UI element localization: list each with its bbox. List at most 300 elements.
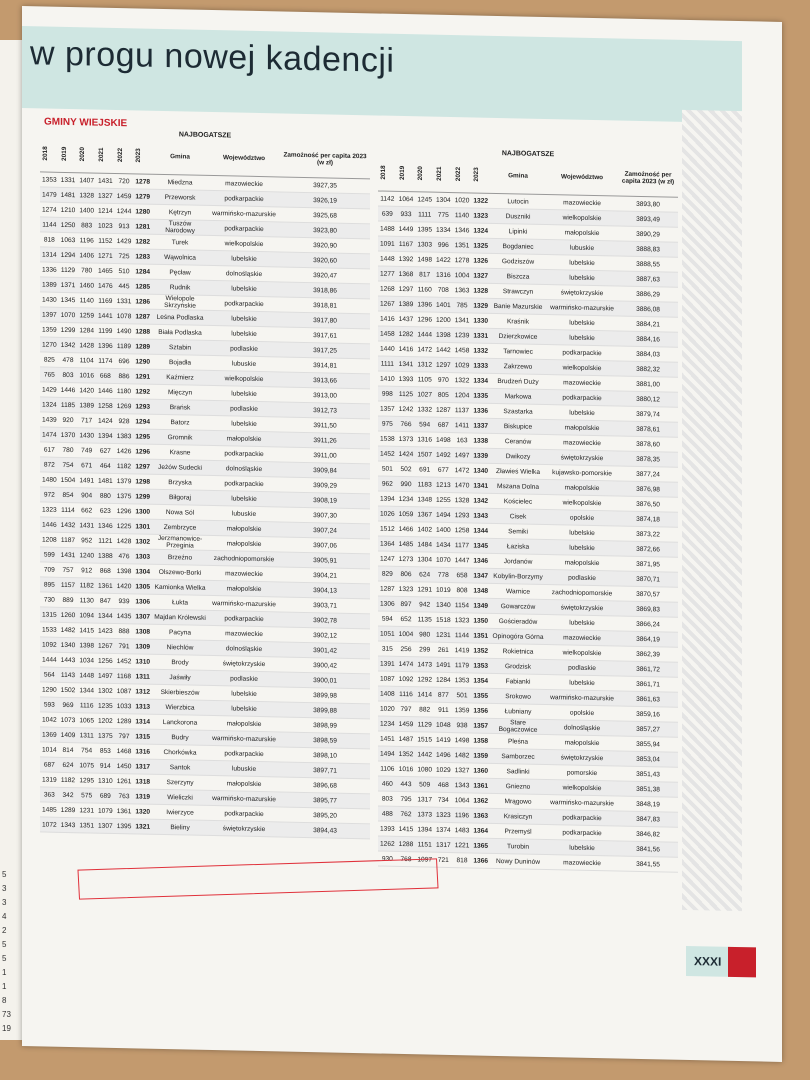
table-cell: 1439	[40, 412, 59, 427]
table-cell: 897	[397, 596, 416, 611]
table-cell: 1284	[77, 323, 96, 338]
table-cell: 1301	[133, 519, 152, 534]
right-wealth-table	[378, 147, 678, 872]
table-cell: 1420	[77, 383, 96, 398]
table-cell: Stare Bogaczowice	[490, 718, 546, 734]
table-cell: 1231	[434, 627, 453, 642]
table-cell: 3841,56	[618, 841, 678, 857]
table-cell: podlaskie	[546, 660, 618, 677]
table-cell: 1316	[133, 744, 152, 759]
table-cell: 1185	[59, 397, 78, 412]
table-cell: 1239	[453, 328, 472, 343]
table-cell: 1070	[59, 307, 78, 322]
table-cell: 763	[115, 788, 134, 803]
table-cell: warmińsko-mazurskie	[546, 690, 618, 707]
table-cell: 1023	[96, 218, 115, 233]
table-cell: Kamionka Wielka	[152, 579, 208, 595]
table-cell: 1177	[453, 538, 472, 553]
prev-page-number: 1	[2, 968, 7, 977]
table-cell: 3902,78	[280, 612, 370, 629]
table-cell: 658	[453, 568, 472, 583]
table-cell: 1262	[378, 836, 397, 851]
table-cell: Sztabin	[152, 339, 208, 355]
table-cell: 1310	[96, 773, 115, 788]
table-cell: 1428	[77, 338, 96, 353]
table-cell: 1322	[453, 373, 472, 388]
table-cell: 1472	[415, 342, 434, 357]
table-cell: Wieliczki	[152, 789, 208, 805]
table-cell: 3861,63	[618, 691, 678, 707]
table-cell: 1267	[378, 296, 397, 311]
table-cell: 1287	[434, 402, 453, 417]
table-cell: 1334	[471, 373, 490, 388]
table-cell: 1363	[453, 283, 472, 298]
table-cell: 1394	[415, 822, 434, 837]
table-cell: 1180	[115, 383, 134, 398]
table-cell: lubelskie	[546, 270, 618, 287]
table-cell: 3880,12	[618, 391, 678, 407]
table-cell: 1016	[397, 761, 416, 776]
table-cell: Kętrzyn	[152, 204, 208, 220]
column-header: Województwo	[208, 139, 280, 177]
table-cell: 1106	[378, 761, 397, 776]
table-cell: 3913,66	[280, 372, 370, 389]
table-cell: 1336	[40, 262, 59, 277]
table-cell: 1415	[397, 821, 416, 836]
table-cell: 1325	[471, 238, 490, 253]
table-cell: 1465	[96, 263, 115, 278]
table-cell: 3870,71	[618, 571, 678, 587]
table-cell: 1311	[133, 669, 152, 684]
table-cell: 1140	[77, 293, 96, 308]
table-cell: 3861,72	[618, 661, 678, 677]
table-cell: Godziszów	[490, 253, 546, 269]
table-cell: świętokrzyskie	[208, 655, 280, 672]
table-cell: Zławieś Wielka	[490, 463, 546, 479]
table-cell: 854	[59, 487, 78, 502]
table-cell: 3871,95	[618, 556, 678, 572]
column-header: 2019	[59, 136, 78, 173]
table-cell: 996	[434, 237, 453, 252]
table-cell: 814	[59, 742, 78, 757]
table-cell: 1452	[378, 446, 397, 461]
table-cell: 1353	[471, 658, 490, 673]
table-cell: 1341	[471, 478, 490, 493]
table-cell: podkarpackie	[208, 220, 280, 237]
table-cell: 1323	[40, 502, 59, 517]
table-cell: 1318	[133, 774, 152, 789]
table-cell: 720	[115, 173, 134, 188]
table-cell: 1174	[96, 353, 115, 368]
table-cell: 1407	[77, 173, 96, 188]
table-cell: 3841,55	[618, 856, 678, 872]
table-cell: 775	[434, 207, 453, 222]
table-cell: 895	[40, 577, 59, 592]
table-cell: małopolskie	[546, 735, 618, 752]
table-cell: Lanckorona	[152, 714, 208, 730]
table-cell: 3878,35	[618, 451, 678, 467]
table-cell: 3917,25	[280, 342, 370, 359]
table-cell: 1366	[471, 853, 490, 868]
table-cell: 1459	[115, 188, 134, 203]
table-cell: Brudzeń Duży	[490, 373, 546, 389]
table-cell: 1340	[471, 463, 490, 478]
table-cell: 1303	[133, 549, 152, 564]
table-cell: 1033	[115, 698, 134, 713]
table-cell: 1234	[397, 491, 416, 506]
table-cell: 1340	[434, 597, 453, 612]
table-cell: 1359	[471, 748, 490, 763]
table-cell: Zembrzyce	[152, 519, 208, 535]
table-cell: 261	[434, 642, 453, 657]
table-caption: NAJBOGATSZE	[501, 150, 555, 159]
table-cell: 1279	[133, 189, 152, 204]
table-cell: 803	[59, 367, 78, 382]
table-cell: 3876,98	[618, 481, 678, 497]
table-cell: 1375	[96, 728, 115, 743]
table-cell: dolnośląskie	[208, 640, 280, 657]
table-cell: 1344	[471, 523, 490, 538]
table-cell: 1368	[397, 266, 416, 281]
table-cell: 1401	[434, 297, 453, 312]
table-cell: 1151	[415, 837, 434, 852]
table-cell: 1458	[453, 343, 472, 358]
table-cell: 3901,42	[280, 642, 370, 659]
table-cell: 1020	[453, 193, 472, 208]
table-cell: podkarpackie	[208, 445, 280, 462]
table-cell: 1273	[397, 551, 416, 566]
table-cell: 1323	[453, 613, 472, 628]
table-cell: 1312	[133, 684, 152, 699]
table-cell: dolnośląskie	[546, 720, 618, 737]
table-cell: 1320	[133, 804, 152, 819]
table-cell: 1474	[40, 427, 59, 442]
table-cell: 1361	[471, 778, 490, 793]
table-cell: 1313	[133, 699, 152, 714]
table-cell: 1481	[96, 473, 115, 488]
table-cell: 1004	[453, 268, 472, 283]
table-cell: 1429	[40, 382, 59, 397]
table-cell: świętokrzyskie	[546, 750, 618, 767]
table-cell: 3912,73	[280, 402, 370, 419]
table-cell: 1351	[453, 238, 472, 253]
table-cell: małopolskie	[546, 225, 618, 242]
table-cell: 1065	[77, 713, 96, 728]
table-cell: 3903,71	[280, 597, 370, 614]
table-cell: 1322	[471, 193, 490, 208]
prev-page-number: 4	[2, 912, 7, 921]
table-cell: Gniezno	[490, 778, 546, 794]
table-cell: 1315	[40, 607, 59, 622]
table-cell: 1357	[471, 718, 490, 733]
table-cell: wielkopolskie	[546, 780, 618, 797]
table-cell: Krasiczyn	[490, 808, 546, 824]
table-cell: 1383	[115, 428, 134, 443]
table-cell: 1282	[397, 326, 416, 341]
table-cell: 1468	[115, 743, 134, 758]
table-cell: lubelskie	[208, 415, 280, 432]
table-cell: 998	[378, 386, 397, 401]
table-cell: 1290	[133, 354, 152, 369]
table-cell: 3909,84	[280, 462, 370, 479]
table-cell: Santok	[152, 759, 208, 775]
prev-page-number: 5	[2, 954, 7, 963]
table-cell: Srokowo	[490, 688, 546, 704]
table-cell: lubelskie	[546, 315, 618, 332]
table-cell: 3878,61	[618, 421, 678, 437]
table-cell: 1016	[77, 368, 96, 383]
table-cell: 1323	[397, 581, 416, 596]
table-cell: 1051	[378, 626, 397, 641]
table-cell: Batorz	[152, 414, 208, 430]
table-cell: 1130	[77, 593, 96, 608]
table-cell: 1268	[378, 281, 397, 296]
table-cell: 1183	[415, 477, 434, 492]
table-cell: 1270	[40, 337, 59, 352]
table-cell: 1349	[471, 598, 490, 613]
table-cell: lubelskie	[546, 405, 618, 422]
table-cell: 1494	[378, 746, 397, 761]
prev-page-number: 3	[2, 884, 7, 893]
column-header: 2018	[40, 135, 59, 172]
table-cell: 1409	[59, 727, 78, 742]
table-cell: 1182	[115, 458, 134, 473]
table-cell: 1485	[40, 802, 59, 817]
table-caption: NAJBOGATSZE	[178, 131, 232, 140]
table-cell: lubelskie	[546, 840, 618, 857]
table-cell: 1080	[415, 762, 434, 777]
table-cell: podlaskie	[208, 340, 280, 357]
table-cell: lubelskie	[208, 700, 280, 717]
table-cell: 1353	[453, 673, 472, 688]
table-cell: 1048	[434, 717, 453, 732]
table-cell: 1395	[115, 818, 134, 833]
table-cell: 888	[115, 623, 134, 638]
table-cell: 3884,21	[618, 316, 678, 332]
table-cell: 460	[378, 776, 397, 791]
table-cell: 3864,19	[618, 631, 678, 647]
table-cell: 805	[434, 387, 453, 402]
table-cell: Kościelec	[490, 493, 546, 509]
table-cell: 1389	[397, 296, 416, 311]
table-cell: 1481	[59, 187, 78, 202]
table-cell: Semiki	[490, 523, 546, 539]
table-cell: 363	[40, 787, 59, 802]
table-cell: 1396	[96, 338, 115, 353]
table-cell: 1293	[453, 508, 472, 523]
table-cell: 1091	[378, 236, 397, 251]
table-cell: 1256	[96, 653, 115, 668]
table-cell: 1196	[77, 233, 96, 248]
table-cell: 1431	[96, 173, 115, 188]
table-cell: 1416	[397, 341, 416, 356]
table-cell: 1221	[453, 838, 472, 853]
table-cell: 797	[397, 701, 416, 716]
table-cell: 1292	[133, 384, 152, 399]
table-cell: 1329	[471, 298, 490, 313]
table-cell: 1092	[40, 637, 59, 652]
table-cell: opolskie	[546, 510, 618, 527]
table-cell: 913	[115, 218, 134, 233]
table-cell: 1339	[471, 448, 490, 463]
table-cell: 1059	[397, 506, 416, 521]
table-cell: Sadlinki	[490, 763, 546, 779]
table-cell: 818	[40, 232, 59, 247]
table-cell: 1474	[397, 656, 416, 671]
table-cell: 780	[59, 442, 78, 457]
table-cell: 256	[397, 641, 416, 656]
table-cell: 1452	[115, 653, 134, 668]
table-cell: 962	[378, 476, 397, 491]
table-cell: 1020	[378, 701, 397, 716]
table-cell: 1435	[115, 608, 134, 623]
table-cell: 502	[397, 461, 416, 476]
table-cell: podkarpackie	[546, 345, 618, 362]
table-cell: 3911,00	[280, 447, 370, 464]
table-cell: 617	[40, 442, 59, 457]
table-cell: 1344	[96, 608, 115, 623]
table-cell: 1480	[40, 472, 59, 487]
table-cell: 1364	[378, 536, 397, 551]
table-cell: 990	[397, 476, 416, 491]
table-cell: 1116	[77, 698, 96, 713]
table-cell: 3886,08	[618, 301, 678, 317]
table-cell: 1210	[59, 202, 78, 217]
table-cell: 829	[378, 566, 397, 581]
table-cell: 1204	[453, 388, 472, 403]
table-cell: 1398	[77, 638, 96, 653]
table-cell: 768	[397, 851, 416, 866]
table-cell: 1324	[40, 397, 59, 412]
table-cell: Bojadła	[152, 354, 208, 370]
table-cell: 1342	[59, 337, 78, 352]
table-cell: Nowa Sól	[152, 504, 208, 520]
table-cell: świętokrzyskie	[546, 285, 618, 302]
table-cell: Łaziska	[490, 538, 546, 554]
table-cell: 3896,68	[280, 777, 370, 794]
table-cell: dolnośląskie	[208, 460, 280, 477]
table-cell: 933	[397, 206, 416, 221]
table-cell: 795	[397, 791, 416, 806]
table-cell: 687	[434, 417, 453, 432]
section-label: GMINY WIEJSKIE	[44, 116, 128, 130]
table-cell: Biłgoraj	[152, 489, 208, 505]
table-cell: 1446	[96, 383, 115, 398]
table-cell: podlaskie	[208, 400, 280, 417]
table-cell: 1019	[434, 582, 453, 597]
table-cell: 1323	[471, 208, 490, 223]
table-cell: 1299	[133, 489, 152, 504]
table-cell: 1314	[133, 714, 152, 729]
table-cell: 780	[77, 263, 96, 278]
table-cell: 749	[77, 443, 96, 458]
table-cell: 1064	[397, 191, 416, 206]
table-cell: 668	[96, 368, 115, 383]
table-cell: zachodniopomorskie	[546, 585, 618, 602]
table-cell: 689	[96, 788, 115, 803]
table-cell: Kobylin-Borzymy	[490, 568, 546, 584]
table-cell: 1498	[434, 432, 453, 447]
table-cell: 1392	[397, 251, 416, 266]
table-cell: 3898,99	[280, 717, 370, 734]
table-cell: 1357	[378, 401, 397, 416]
table-cell: 1473	[415, 657, 434, 672]
table-cell: podlaskie	[208, 670, 280, 687]
table-cell: 942	[415, 597, 434, 612]
table-cell: lubelskie	[208, 685, 280, 702]
table-cell: 1397	[40, 307, 59, 322]
table-cell: 1344	[77, 683, 96, 698]
table-cell: 1512	[378, 521, 397, 536]
table-cell: 1393	[378, 821, 397, 836]
table-cell: Jerzmanowice-Przeginia	[152, 534, 208, 550]
table-cell: 1167	[397, 236, 416, 251]
red-highlight-box	[77, 858, 438, 899]
table-cell: 1234	[378, 716, 397, 731]
table-cell: podkarpackie	[208, 805, 280, 822]
table-cell: 1094	[77, 608, 96, 623]
table-cell: 803	[378, 791, 397, 806]
table-cell: 872	[40, 457, 59, 472]
table-cell: wielkopolskie	[546, 495, 618, 512]
table-cell: Jeżów Sudecki	[152, 459, 208, 475]
table-cell: pomorskie	[546, 765, 618, 782]
table-cell: 1316	[415, 432, 434, 447]
table-cell: 501	[453, 688, 472, 703]
table-cell: 1348	[415, 492, 434, 507]
table-cell: 1291	[133, 369, 152, 384]
table-cell: 1143	[59, 667, 78, 682]
table-cell: Krasne	[152, 444, 208, 460]
table-cell: 3888,83	[618, 241, 678, 257]
column-header: 2020	[77, 136, 96, 173]
table-cell: 1303	[415, 237, 434, 252]
table-cell: 3890,29	[618, 226, 678, 242]
table-cell: 1446	[59, 382, 78, 397]
table-cell: 3861,71	[618, 676, 678, 692]
table-cell: Strawczyn	[490, 283, 546, 299]
table-cell: 1333	[471, 358, 490, 373]
table-cell: 1304	[415, 552, 434, 567]
table-cell: 3884,03	[618, 346, 678, 362]
table-cell: 3895,77	[280, 792, 370, 809]
table-cell: 1189	[115, 338, 134, 353]
table-cell: 1437	[397, 311, 416, 326]
table-cell: 1242	[397, 401, 416, 416]
table-cell: 1070	[434, 552, 453, 567]
table-cell: Opinogóra Górna	[490, 628, 546, 644]
table-cell: 342	[59, 787, 78, 802]
table-cell: Warnice	[490, 583, 546, 599]
table-cell: 1460	[77, 278, 96, 293]
table-cell: 3862,39	[618, 646, 678, 662]
table-cell: 1363	[471, 808, 490, 823]
table-cell: 1504	[59, 472, 78, 487]
table-cell: 938	[453, 718, 472, 733]
table-cell: 1304	[434, 192, 453, 207]
table-cell: 1259	[77, 308, 96, 323]
table-cell: 1029	[453, 358, 472, 373]
table-cell: 1299	[59, 322, 78, 337]
table-cell: 671	[77, 458, 96, 473]
table-cell: 1092	[397, 671, 416, 686]
table-cell: 1375	[115, 488, 134, 503]
table-cell: 1448	[378, 251, 397, 266]
table-cell: 1441	[96, 308, 115, 323]
table-cell: 1202	[96, 713, 115, 728]
table-cell: Rudnik	[152, 279, 208, 295]
table-cell: 1415	[77, 623, 96, 638]
